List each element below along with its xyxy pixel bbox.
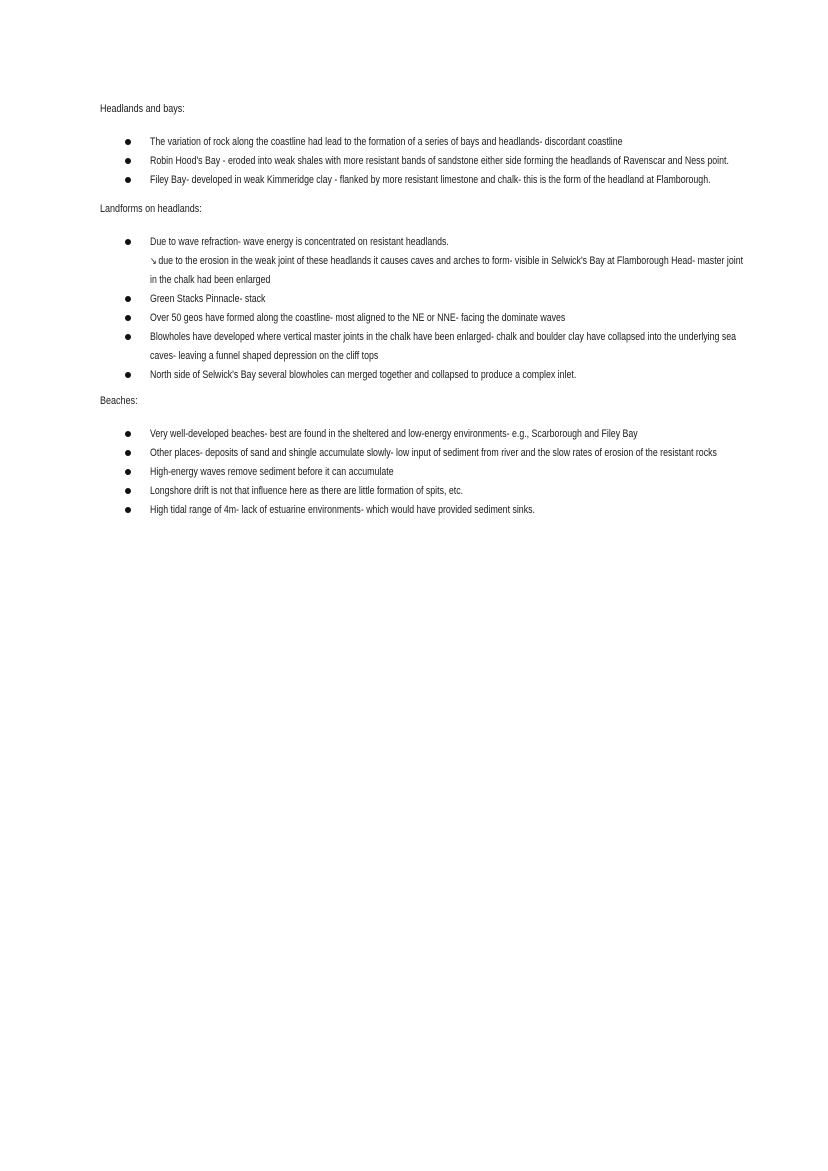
list-item (100, 482, 740, 501)
list-item (100, 152, 740, 171)
list-item (100, 463, 740, 482)
list-item-text: Longshore drift is not that influence here as there are little formation of spits, etc. (150, 485, 464, 497)
list-item-text: Over 50 geos have formed along the coastline- most aligned to the NE or NNE- facing the dominate waves (150, 312, 566, 324)
bullet-icon (125, 158, 131, 164)
bullet-icon (125, 372, 131, 378)
list-item-subtext: in the chalk had been enlarged (150, 274, 271, 286)
section-heading-landforms: Landforms on headlands: (100, 203, 202, 215)
arrow-down-right-icon: ↘ (150, 256, 157, 267)
list-item-subtext: caves- leaving a funnel shaped depression on the cliff tops (150, 350, 379, 362)
list-item (100, 328, 740, 366)
list-item (100, 501, 740, 520)
bullet-icon (125, 450, 131, 456)
list-item (100, 309, 740, 328)
list-item (100, 290, 740, 309)
list-item-text: The variation of rock along the coastline had lead to the formation of a series of bays and headlands- discordant coastline (150, 136, 623, 148)
bullet-icon (125, 315, 131, 321)
bullet-icon (125, 488, 131, 494)
section-beaches (100, 394, 740, 520)
list-item-text: High tidal range of 4m- lack of estuarine environments- which would have provided sediment sinks. (150, 504, 535, 516)
bullet-icon (125, 296, 131, 302)
section-headlands (100, 102, 740, 190)
bullet-icon (125, 334, 131, 340)
list-item-text: Other places- deposits of sand and shingle accumulate slowly- low input of sediment from river and the slow rates of erosion of the resistant rocks (150, 447, 717, 459)
bullet-icon (125, 239, 131, 245)
headlands-list (100, 133, 740, 190)
bullet-icon (125, 431, 131, 437)
list-item-text: Green Stacks Pinnacle- stack (150, 293, 266, 305)
list-item-text: Due to wave refraction- wave energy is concentrated on resistant headlands. (150, 236, 449, 248)
beaches-list (100, 425, 740, 520)
list-item-text: Very well-developed beaches- best are found in the sheltered and low-energy environments- e.g., Scarborough and Filey Bay (150, 428, 638, 440)
bullet-icon (125, 139, 131, 145)
list-item (100, 233, 744, 290)
list-item-text: Filey Bay- developed in weak Kimmeridge clay - flanked by more resistant limestone and chalk- this is the form of the headland at Flamborough. (150, 174, 711, 186)
list-item (100, 366, 740, 385)
section-heading-beaches: Beaches: (100, 395, 138, 407)
list-item (100, 425, 740, 444)
list-item (100, 171, 740, 190)
list-item-text: High-energy waves remove sediment before it can accumulate (150, 466, 394, 478)
list-item (100, 444, 740, 463)
list-item-text: North side of Selwick's Bay several blowholes can merged together and collapsed to produce a complex inlet. (150, 369, 577, 381)
landforms-list (100, 233, 744, 385)
bullet-icon (125, 177, 131, 183)
bullet-icon (125, 469, 131, 475)
bullet-icon (125, 507, 131, 513)
list-item-text: Robin Hood's Bay - eroded into weak shales with more resistant bands of sandstone either side forming the headlands of Ravenscar and Ness point. (150, 155, 729, 167)
section-landforms (100, 202, 744, 385)
section-heading-headlands: Headlands and bays: (100, 103, 185, 115)
list-item-text: Blowholes have developed where vertical master joints in the chalk have been enlarged- chalk and boulder clay have collapsed into the underlying sea (150, 331, 737, 343)
list-item (100, 133, 740, 152)
list-item-subtext-content: due to the erosion in the weak joint of these headlands it causes caves and arches to form- visible in Selwick's Bay at Flamborough Head- master joint (158, 255, 744, 267)
list-item-subtext (150, 252, 744, 271)
